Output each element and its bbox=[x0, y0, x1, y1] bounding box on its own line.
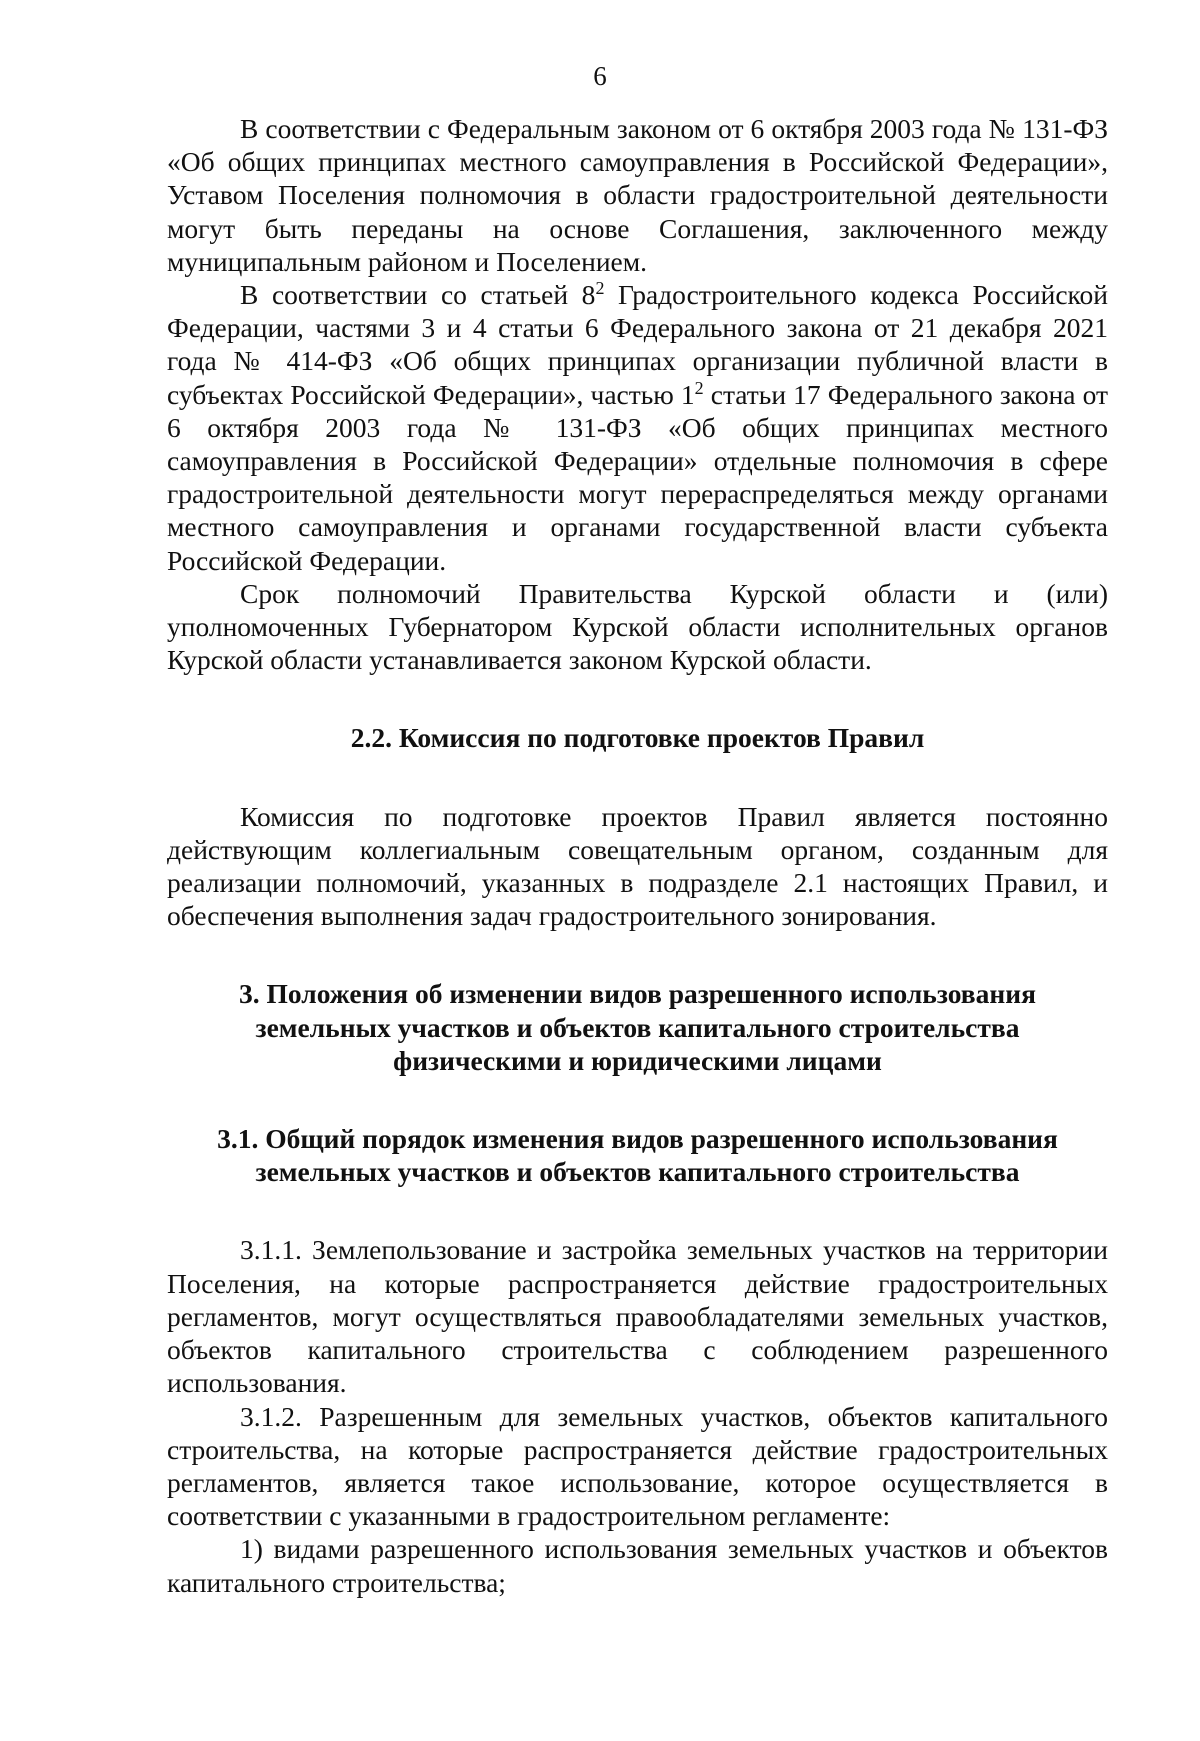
paragraph-2-part2: Градостроительного кодекса Российской Федерации, частями 3 и 4 статьи 6 Федерального закона от 21 декабря 2021 года № 414-ФЗ «Об общих принципах организации публичной власти в субъектах Российской Федерации», частью 1 bbox=[167, 279, 1108, 410]
superscript-2: 2 bbox=[694, 377, 704, 398]
superscript-1: 2 bbox=[595, 277, 605, 298]
spacer bbox=[167, 932, 1108, 977]
paragraph-2-part3: статьи 17 Федерального закона от 6 октября 2003 года № 131-ФЗ «Об общих принципах местного самоуправления в Российской Федерации» bbox=[167, 378, 1108, 477]
paragraph-2-part4: отдельные полномочия в сфере градостроительной деятельности могут перераспределяться между органами местного самоуправления и органами государственной власти субъекта Российской Федерации. bbox=[167, 445, 1108, 576]
paragraph-3: Срок полномочий Правительства Курской области и (или) уполномоченных Губернатором Курской области исполнительных органов Курской области устанавливается законом Курской области. bbox=[167, 577, 1108, 676]
section-3-heading-line-1: 3. Положения об изменении видов разрешенного использования bbox=[239, 978, 1036, 1010]
section-2-2-paragraph: Комиссия по подготовке проектов Правил является постоянно действующим коллегиальным совещательным органом, созданным для реализации полномочий, указанных в подразделе 2.1 настоящих Правил, и обеспечения выполнения задач градостроительного зонирования. bbox=[167, 800, 1108, 932]
paragraph-2-part1: В соответствии со статьей 8 bbox=[240, 279, 596, 311]
spacer bbox=[167, 676, 1108, 721]
spacer bbox=[167, 755, 1108, 800]
item-3-1-2: 3.1.2. Разрешенным для земельных участков, объектов капитального строительства, на которые распространяется действие градостроительных регламентов, является такое использование, которое осуществляется в соответствии с указанными в градостроительном регламенте: bbox=[167, 1400, 1108, 1532]
document-body bbox=[167, 112, 1108, 1599]
paragraph-2 bbox=[167, 278, 1108, 577]
paragraph-1: В соответствии с Федеральным законом от 6 октября 2003 года № 131-ФЗ «Об общих принципах местного самоуправления в Российской Федерации», Уставом Поселения полномочия в области градостроительной деятельности могут быть переданы на основе Соглашения, заключенного между муниципальным районом и Поселением. bbox=[167, 113, 1108, 277]
spacer bbox=[167, 1188, 1108, 1233]
section-3-heading bbox=[167, 977, 1108, 1077]
page-number: 6 bbox=[593, 61, 607, 91]
section-3-heading-line-2: земельных участков и объектов капитального строительства bbox=[255, 1011, 1020, 1043]
section-3-1-heading-line-2: земельных участков и объектов капитального строительства bbox=[255, 1156, 1020, 1188]
section-3-heading-line-3: физическими и юридическими лицами bbox=[393, 1044, 882, 1076]
section-3-1-heading bbox=[167, 1122, 1108, 1188]
spacer bbox=[167, 1077, 1108, 1122]
section-2-2-heading: 2.2. Комиссия по подготовке проектов Правил bbox=[350, 722, 925, 754]
item-3-1-1: 3.1.1. Землепользование и застройка земельных участков на территории Поселения, на которые распространяется действие градостроительных регламентов, могут осуществляться правообладателями земельных участков, объектов капитального строительства с соблюдением разрешенного использования. bbox=[167, 1234, 1108, 1399]
item-3-1-2-1: 1) видами разрешенного использования земельных участков и объектов капитального строительства; bbox=[167, 1533, 1108, 1598]
section-3-1-heading-line-1: 3.1. Общий порядок изменения видов разрешенного использования bbox=[217, 1123, 1058, 1155]
